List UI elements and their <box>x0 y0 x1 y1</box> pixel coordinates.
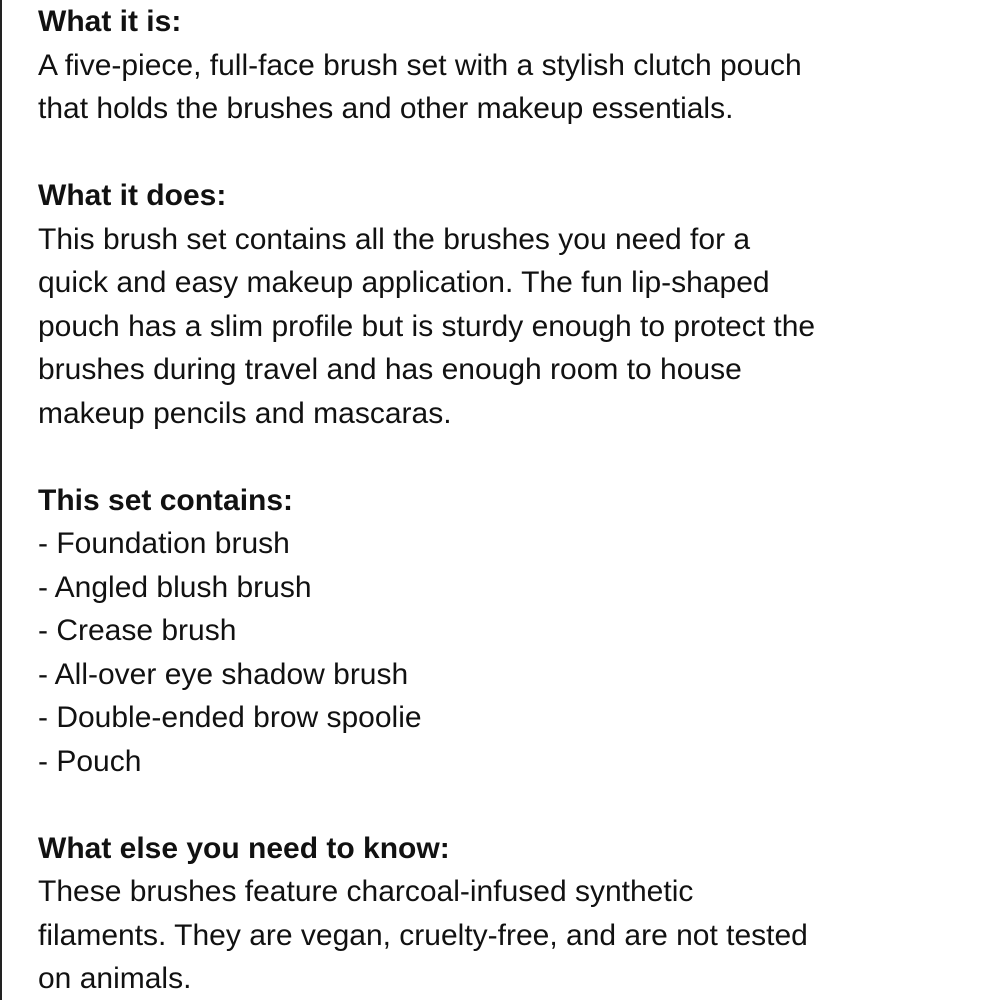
list-item: - Double-ended brow spoolie <box>38 701 422 734</box>
section-text-line: This brush set contains all the brushes you need for a <box>38 222 751 256</box>
section-text-line: These brushes feature charcoal-infused synthetic <box>38 875 694 908</box>
section-spacer <box>38 783 988 827</box>
section-text-line: quick and easy makeup application. The fun lip-shaped <box>38 266 770 299</box>
section-text-line: pouch has a slim profile but is sturdy enough to protect the <box>38 309 816 343</box>
section-spacer <box>38 435 988 479</box>
section-what-it-is <box>38 0 988 131</box>
section-heading: What it is: <box>38 5 182 38</box>
section-spacer <box>38 131 988 175</box>
section-text-line: brushes during travel and has enough room to house <box>38 353 742 386</box>
section-text-line: filaments. They are vegan, cruelty-free, and are not tested <box>38 918 808 952</box>
section-what-it-does <box>38 174 988 435</box>
list-item: - Angled blush brush <box>38 570 312 604</box>
section-text-line: that holds the brushes and other makeup essentials. <box>38 92 734 125</box>
section-heading: What else you need to know: <box>38 831 450 865</box>
section-text-line: makeup pencils and mascaras. <box>38 396 452 430</box>
list-item: - Crease brush <box>38 614 237 647</box>
section-heading: What it does: <box>38 179 227 212</box>
list-item: - Pouch <box>38 744 142 778</box>
section-heading: This set contains: <box>38 483 294 517</box>
section-what-else <box>38 827 988 1001</box>
section-text-line: A five-piece, full-face brush set with a stylish clutch pouch <box>38 48 802 82</box>
product-description <box>38 0 988 1001</box>
left-border-line <box>0 0 2 1000</box>
list-item: - All-over eye shadow brush <box>38 657 409 691</box>
section-text-line: on animals. <box>38 962 192 995</box>
section-set-contents <box>38 479 988 784</box>
list-item: - Foundation brush <box>38 527 290 560</box>
